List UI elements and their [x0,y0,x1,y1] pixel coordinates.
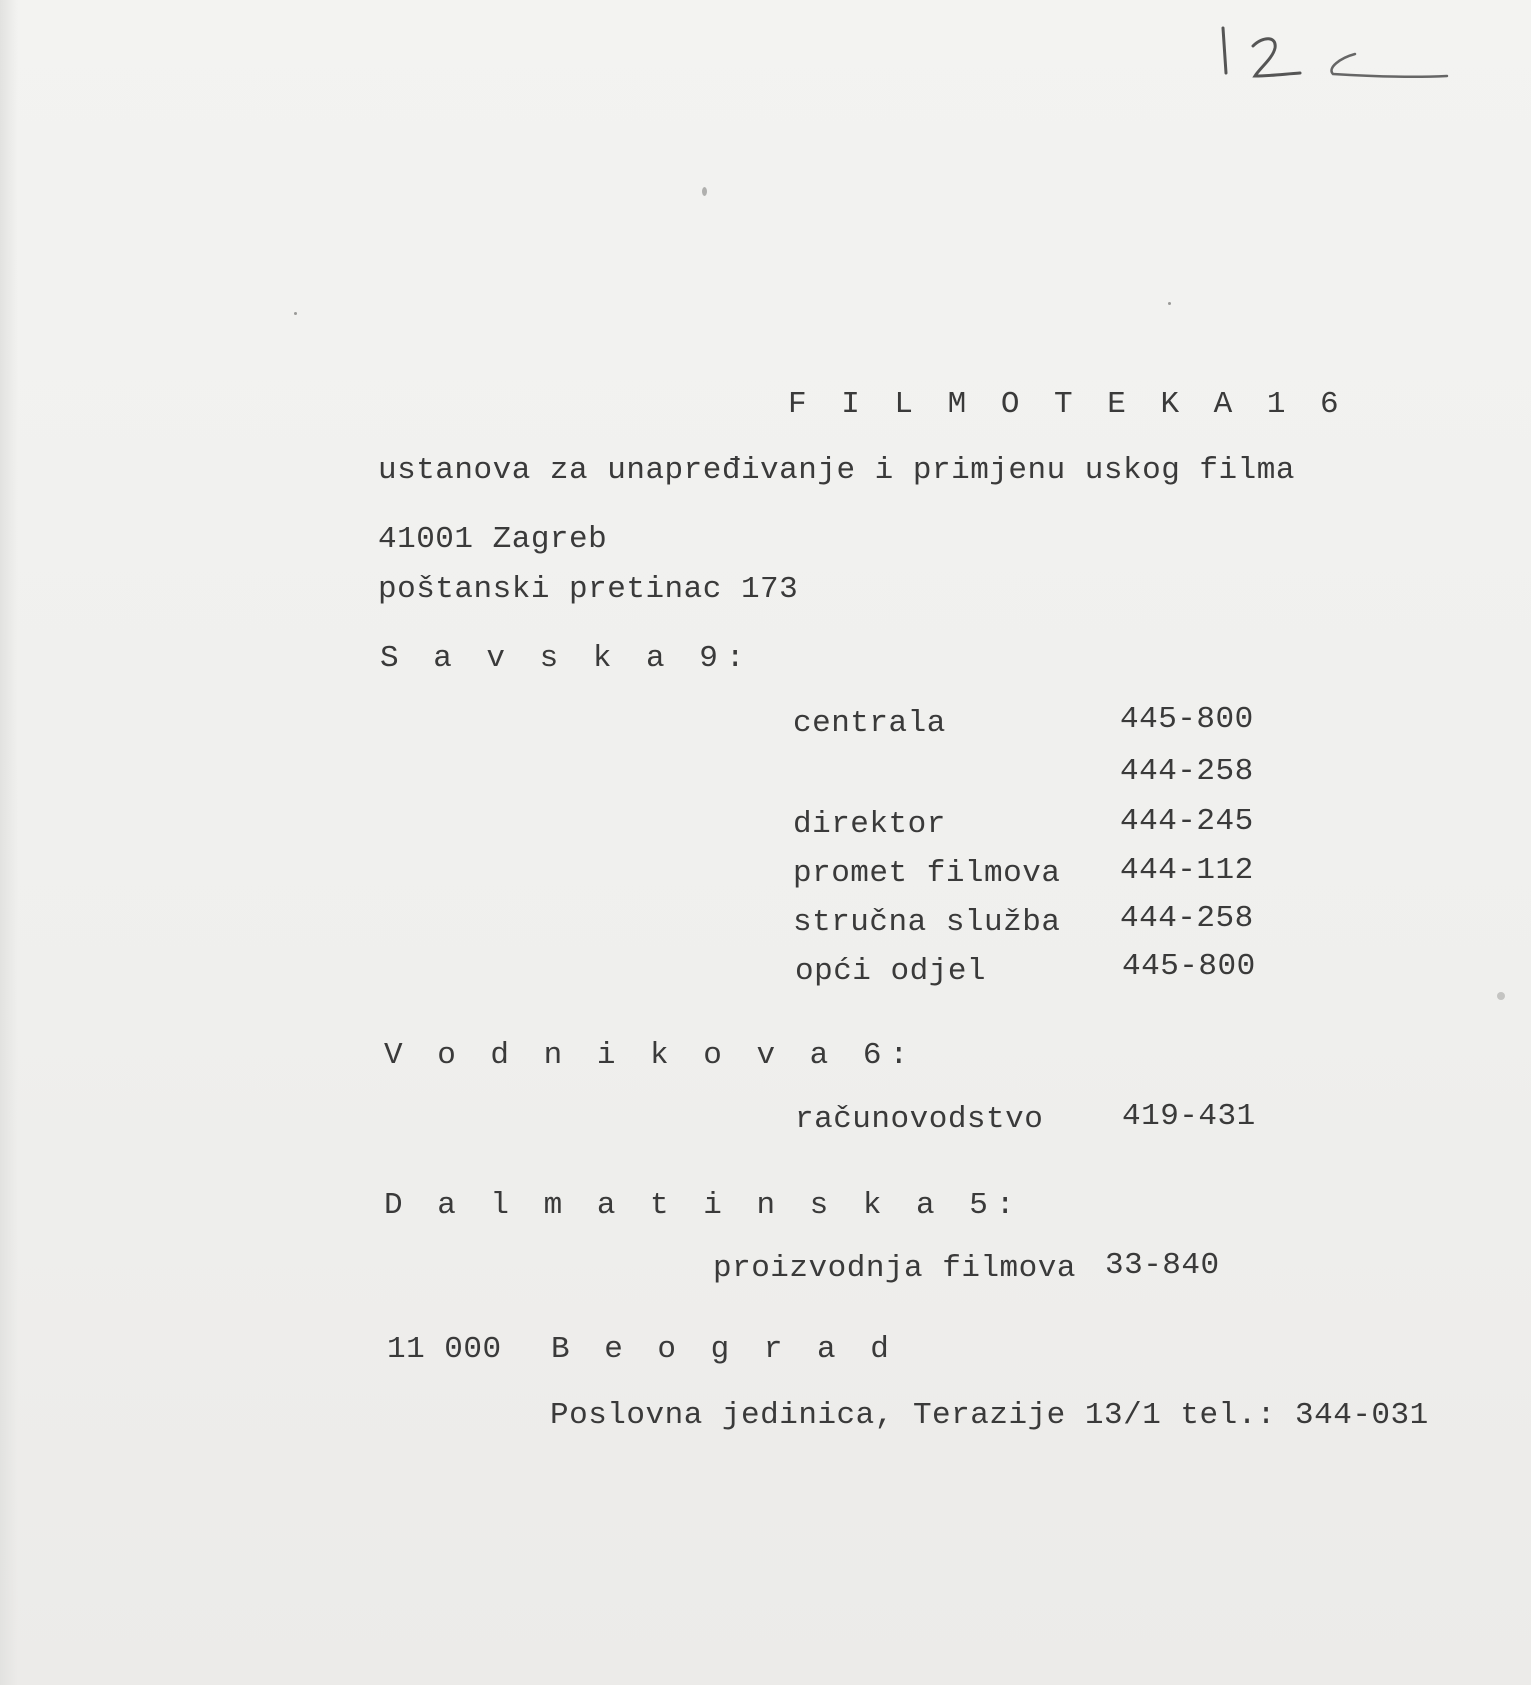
location-heading-vodnikova: V o d n i k o v a 6: [384,1038,917,1073]
directory-label: direktor [793,807,946,842]
page-edge-shadow [0,0,18,1685]
organization-title: F I L M O T E K A 1 6 [788,387,1347,422]
belgrade-business-unit-line: Poslovna jedinica, Terazije 13/1 tel.: 344-031 [550,1398,1429,1433]
directory-phone: 445-800 [1122,949,1256,984]
paper-speck [1497,992,1505,1000]
belgrade-city-heading: B e o g r a d [551,1332,897,1367]
directory-label: računovodstvo [795,1102,1044,1137]
directory-phone: 444-245 [1120,804,1254,839]
location-heading-dalmatinska: D a l m a t i n s k a 5: [384,1188,1023,1223]
handwritten-page-mark [1215,18,1455,88]
organization-subtitle: ustanova za unapređivanje i primjenu uskog filma [378,453,1295,488]
directory-phone: 444-258 [1120,901,1254,936]
directory-label: stručna služba [793,905,1061,940]
directory-phone: 33-840 [1105,1248,1220,1283]
belgrade-postal-code: 11 000 [387,1332,502,1367]
address-po-box: poštanski pretinac 173 [378,572,799,607]
directory-label: proizvodnja filmova [713,1251,1076,1286]
directory-phone: 419-431 [1122,1099,1256,1134]
directory-phone: 444-258 [1120,754,1254,789]
directory-label: promet filmova [793,856,1061,891]
location-heading-savska: S a v s k a 9: [380,641,753,676]
directory-phone: 445-800 [1120,702,1254,737]
address-city: 41001 Zagreb [378,522,608,557]
paper-speck [294,312,297,315]
directory-label: centrala [793,706,946,741]
directory-phone: 444-112 [1120,853,1254,888]
paper-speck [1168,302,1171,305]
directory-label: opći odjel [795,954,987,989]
paper-speck [702,187,707,196]
